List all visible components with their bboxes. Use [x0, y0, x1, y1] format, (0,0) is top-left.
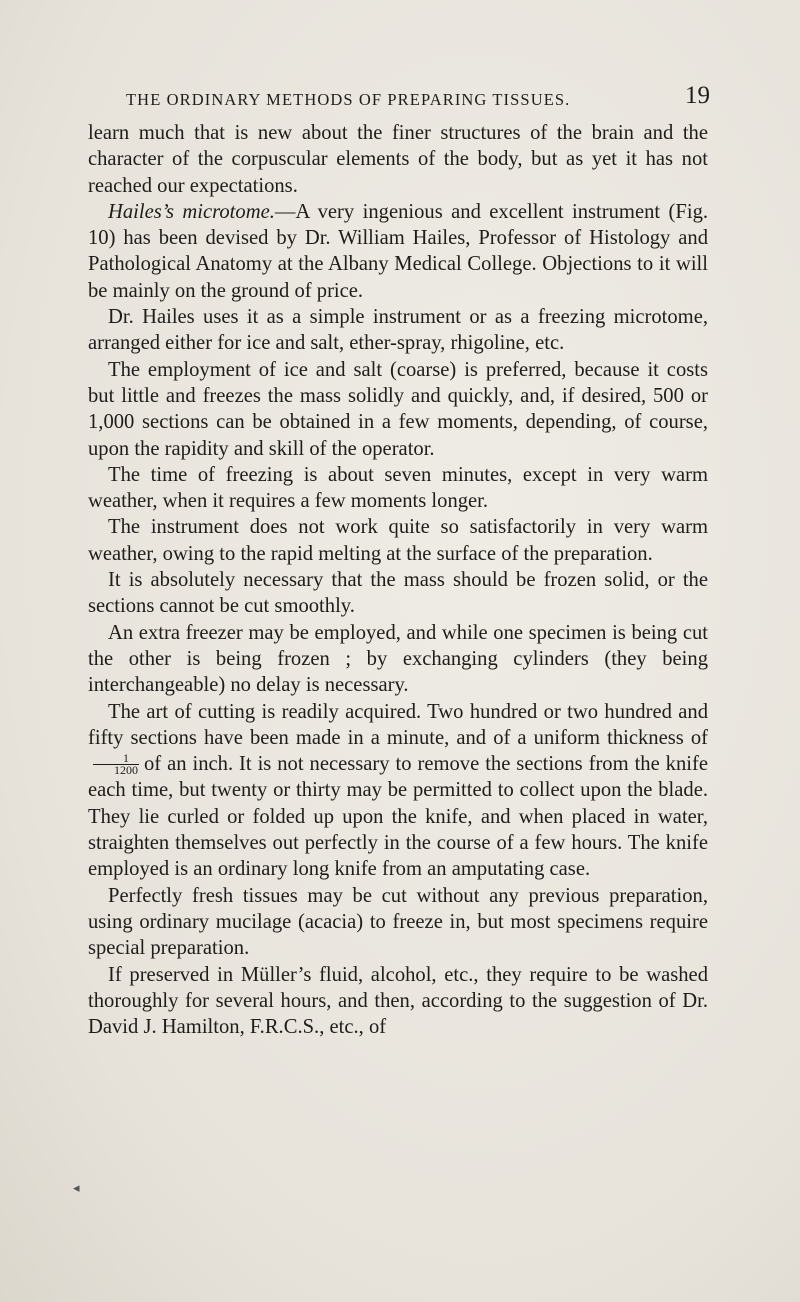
- paragraph-11: If preserved in Müller’s fluid, alcohol, etc., they require to be washed thoroughly for several hours, and then, according to the suggestion of Dr. David J. Hamilton, F.R.C.S., etc., of: [88, 963, 708, 1039]
- margin-mark: ◂: [73, 1180, 80, 1195]
- paragraph-9: [88, 699, 708, 883]
- paragraph-9-text-b: of an inch. It is not necessary to remove the sections from the knife each time, but twenty or thirty may be permitted to collect upon the blade. They lie curled or folded up upon the knife, and when placed in water, straighten themselves out perfectly in the course of a few hours. The knife employed is an ordinary long knife from an amputating case.: [88, 753, 708, 881]
- paragraph-4: The employment of ice and salt (coarse) is preferred, because it costs but little and freezes the mass solidly and quickly, and, if desired, 500 or 1,000 sections can be obtained in a few moments, depending, of course, upon the rapidity and skill of the operator.: [88, 358, 708, 460]
- page-number: 19: [685, 82, 710, 109]
- section-heading-hailes-microtome: Hailes’s microtome.: [108, 200, 275, 223]
- page-header: [80, 82, 720, 118]
- fraction-thickness: [93, 753, 139, 776]
- paragraph-6: The instrument does not work quite so satisfactorily in very warm weather, owing to the rapid melting at the surface of the preparation.: [88, 516, 708, 565]
- paragraph-1: learn much that is new about the finer structures of the brain and the character of the corpuscular elements of the body, but as yet it has not reached our expectations.: [88, 122, 708, 197]
- running-head: THE ORDINARY METHODS OF PREPARING TISSUES.: [126, 90, 571, 109]
- paragraph-5: The time of freezing is about seven minutes, except in very warm weather, when it requires a few moments longer.: [88, 463, 708, 513]
- paragraph-10: Perfectly fresh tissues may be cut without any previous preparation, using ordinary mucilage (acacia) to freeze in, but most specimens require special preparation.: [88, 884, 708, 960]
- paragraph-3: Dr. Hailes uses it as a simple instrument or as a freezing microtome, arranged either for ice and salt, ether-spray, rhigoline, etc.: [88, 306, 708, 355]
- paragraph-8: An extra freezer may be employed, and while one specimen is being cut the other is being frozen ; by exchanging cylinders (they being interchangeable) no delay is necessary.: [88, 621, 708, 697]
- paragraph-2: [88, 199, 708, 304]
- fraction-denominator: 1200: [114, 763, 138, 778]
- fraction-numerator: 1: [93, 753, 139, 765]
- paragraph-7: It is absolutely necessary that the mass should be frozen solid, or the sections cannot be cut smoothly.: [88, 569, 708, 618]
- paragraph-9-text-a: The art of cutting is readily acquired. Two hundred or two hundred and fifty sections have been made in a minute, and of a uniform thickness of: [88, 700, 708, 749]
- body-text: [88, 120, 708, 1040]
- paragraph-2-text: —A very ingenious and excellent instrument (Fig. 10) has been devised by Dr. William Hailes, Professor of Histology and Pathological Anatomy at the Albany Medical College. Objections to it will be mainly on the ground of price.: [88, 200, 709, 302]
